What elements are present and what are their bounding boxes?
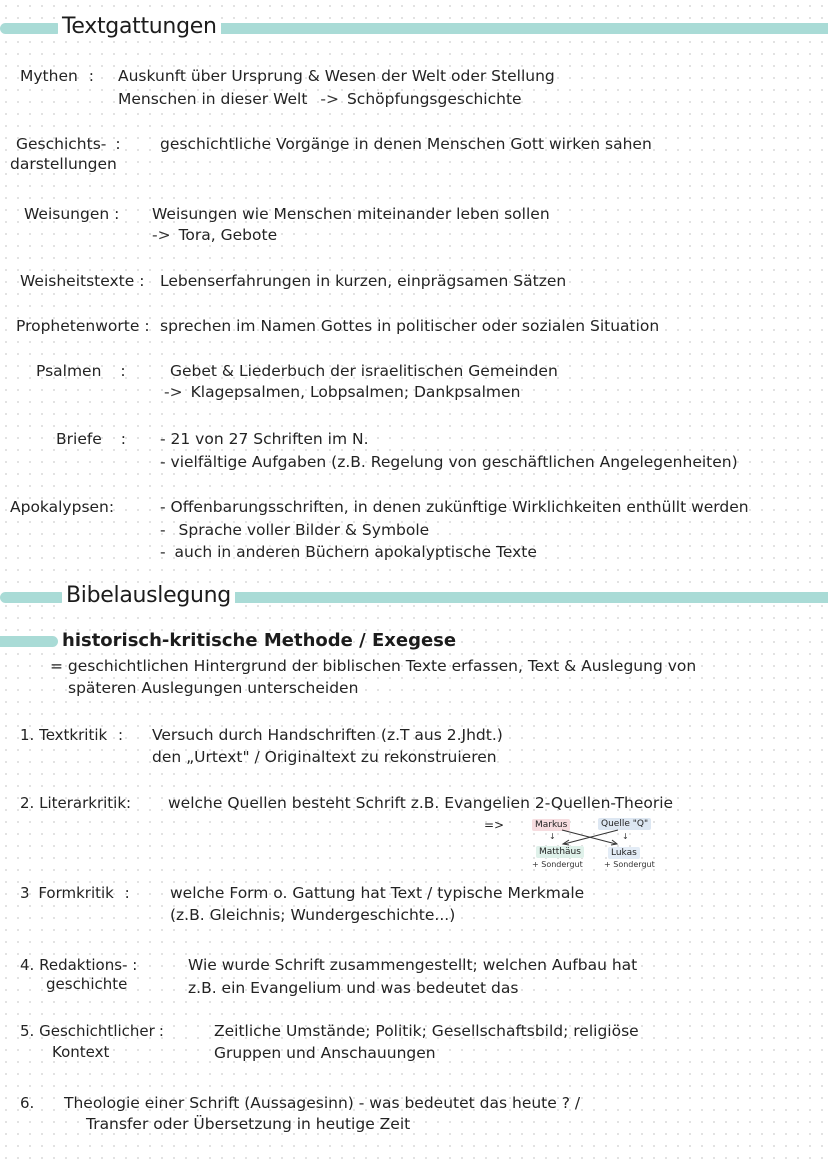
diagram-quelle: Quelle "Q" xyxy=(598,818,651,830)
label-mythen: Mythen : xyxy=(20,67,94,85)
label-psalmen: Psalmen : xyxy=(36,362,126,380)
label-apokalypsen: Apokalypsen: xyxy=(10,498,115,516)
step-1-text-1: Versuch durch Handschriften (z.T aus 2.Jhdt.) xyxy=(152,726,503,744)
label-geschichtsdarstellungen-1: Geschichts- : xyxy=(16,135,121,153)
step-6-text-2: Transfer oder Übersetzung in heutige Zeit xyxy=(86,1115,411,1133)
bullet-apokalypsen-3: - auch in anderen Büchern apokalyptische Texte xyxy=(160,543,537,561)
method-title: historisch-kritische Methode / Exegese xyxy=(62,630,457,651)
label-weisheitstexte: Weisheitstexte : xyxy=(20,272,145,290)
step-4-label-2: geschichte xyxy=(46,975,128,993)
step-3-text-1: welche Form o. Gattung hat Text / typische Merkmale xyxy=(170,884,585,902)
text-mythen-1: Auskunft über Ursprung & Wesen der Welt oder Stellung xyxy=(118,67,555,85)
bullet-apokalypsen-1: - Offenbarungsschriften, in denen zukünftige Wirklichkeiten enthüllt werden xyxy=(160,498,749,516)
header-band-left xyxy=(0,23,62,34)
arrow-icon: -> xyxy=(164,383,183,401)
step-2-text: welche Quellen besteht Schrift z.B. Evangelien 2-Quellen-Theorie xyxy=(168,794,674,812)
step-3-label: 3 Formkritik : xyxy=(20,884,130,902)
step-1-label: 1. Textkritik : xyxy=(20,726,124,744)
text-weisungen: Weisungen wie Menschen miteinander leben sollen xyxy=(152,205,550,223)
step-4-label-1: 4. Redaktions- : xyxy=(20,956,138,974)
text-psalmen-arrow: -> Klagepsalmen, Lobpsalmen; Dankpsalmen xyxy=(164,383,521,401)
header-band-right xyxy=(204,23,828,34)
text-weisungen-arrow: -> Tora, Gebote xyxy=(152,226,278,244)
label-weisungen: Weisungen : xyxy=(24,205,120,223)
definition-line-1: = geschichtlichen Hintergrund der biblischen Texte erfassen, Text & Auslegung von xyxy=(50,657,697,675)
label-prophetenworte: Prophetenworte : xyxy=(16,317,150,335)
diagram-sondergut-left: + Sondergut xyxy=(532,860,583,869)
text-geschichtsdarstellungen: geschichtliche Vorgänge in denen Menschen Gott wirken sahen xyxy=(160,135,652,153)
down-arrow-icon: ↓ xyxy=(549,832,556,841)
text-prophetenworte: sprechen im Namen Gottes in politischer oder sozialen Situation xyxy=(160,317,660,335)
diagram-matthaeus: Matthäus xyxy=(536,846,584,858)
down-arrow-icon: ↓ xyxy=(622,832,629,841)
diagram-sondergut-right: + Sondergut xyxy=(604,860,655,869)
step-3-text-2: (z.B. Gleichnis; Wundergeschichte...) xyxy=(170,906,456,924)
implies-arrow: => xyxy=(484,818,505,832)
arrow-icon: -> xyxy=(152,226,171,244)
step-6-text-1: Theologie einer Schrift (Aussagesinn) - was bedeutet das heute ? / xyxy=(64,1094,581,1112)
definition-line-2: späteren Auslegungen unterscheiden xyxy=(68,679,359,697)
step-1-text-2: den „Urtext" / Originaltext zu rekonstruieren xyxy=(152,748,497,766)
arrow-icon: -> xyxy=(320,90,339,108)
step-5-label-1: 5. Geschichtlicher : xyxy=(20,1022,164,1040)
diagram-markus: Markus xyxy=(532,819,570,831)
header-band-right-2 xyxy=(210,592,828,603)
step-5-label-2: Kontext xyxy=(52,1043,110,1061)
label-geschichtsdarstellungen-2: darstellungen xyxy=(10,155,117,173)
header-band-left-2 xyxy=(0,592,66,603)
text-weisheitstexte: Lebenserfahrungen in kurzen, einprägsamen Sätzen xyxy=(160,272,567,290)
method-marker xyxy=(0,636,58,647)
label-briefe: Briefe : xyxy=(56,430,127,448)
cross-arrows-icon xyxy=(560,828,620,848)
bullet-briefe-1: - 21 von 27 Schriften im N. xyxy=(160,430,369,448)
bullet-briefe-2: - vielfältige Aufgaben (z.B. Regelung von geschäftlichen Angelegenheiten) xyxy=(160,453,738,471)
step-2-label: 2. Literarkritik: xyxy=(20,794,132,812)
step-5-text-2: Gruppen und Anschauungen xyxy=(214,1044,436,1062)
text-mythen-2: Menschen in dieser Welt -> Schöpfungsgeschichte xyxy=(118,90,522,108)
step-6-num: 6. xyxy=(20,1094,35,1112)
bullet-apokalypsen-2: - Sprache voller Bilder & Symbole xyxy=(160,521,430,539)
diagram-lukas: Lukas xyxy=(608,847,640,859)
text-psalmen: Gebet & Liederbuch der israelitischen Gemeinden xyxy=(170,362,558,380)
section-title-textgattungen: Textgattungen xyxy=(58,14,221,39)
step-4-text-1: Wie wurde Schrift zusammengestellt; welchen Aufbau hat xyxy=(188,956,638,974)
step-4-text-2: z.B. ein Evangelium und was bedeutet das xyxy=(188,979,519,997)
step-5-text-1: Zeitliche Umstände; Politik; Gesellschaftsbild; religiöse xyxy=(214,1022,639,1040)
section-title-bibelauslegung: Bibelauslegung xyxy=(62,583,235,608)
